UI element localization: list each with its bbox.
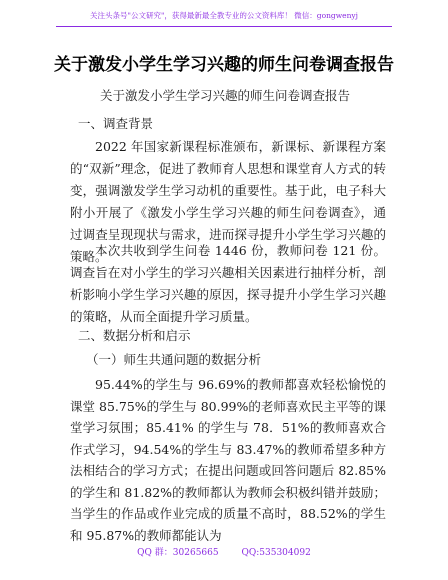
header-banner: 关注头条号"公文研究"，获得最新最全教专业的公文资料库！ 微信：gongwenyj bbox=[90, 11, 358, 20]
paragraph-survey-scope: 本次共收到学生问卷 1446 份，教师问卷 121 份。调查旨在对小学生的学习兴趣相关因素进行抽样分析，剖析影响小学生学习兴趣的原因，探寻提升小学生学习兴趣的策略，从而全面提升学习质量。 bbox=[70, 243, 386, 324]
paragraph-common-issues-data: 95.44%的学生与 96.69%的教师都喜欢轻松愉悦的课堂 85.75%的学生与 80.99%的老师喜欢民主平等的课堂学习氛围；85.41% 的学生与 78．51%的教师喜欢合作式学习，94.54%的学生与 83.47%的教师希望多种方法相结合的学习方式；在提出问题或回答问题后 82.85%的学生和 81.82%的教师都认为教师会积极纠错并鼓励；当学生的作品或作业完成的质量不高时，88.52%的学生和 95.87%的教师都能认为 bbox=[70, 377, 386, 543]
footer-qq: QQ:535304092 bbox=[241, 548, 311, 558]
section-heading-background: 一、调查背景 bbox=[78, 116, 154, 131]
header-divider bbox=[56, 26, 392, 27]
footer-contact bbox=[0, 545, 448, 558]
document-title: 关于激发小学生学习兴趣的师生问卷调查报告 bbox=[54, 55, 394, 75]
section-heading-analysis: 二、数据分析和启示 bbox=[78, 328, 191, 343]
paragraph-background: 2022 年国家新课程标准颁布，新课标、新课程方案的“双新”理念，促进了教师育人思想和课堂育人方式的转变，强调激发学生学习动机的重要性。基于此，电子科大附小开展了《激发小学生学习兴趣的师生问卷调查》，通过调查呈现现状与需求，进而探寻提升小学生学习兴趣的策略。 bbox=[70, 139, 386, 264]
document-subtitle: 关于激发小学生学习兴趣的师生问卷调查报告 bbox=[100, 88, 351, 103]
subsection-heading-common-issues: （一）师生共通问题的数据分析 bbox=[86, 352, 262, 367]
footer-qq-group: QQ 群：30265665 bbox=[137, 548, 219, 558]
